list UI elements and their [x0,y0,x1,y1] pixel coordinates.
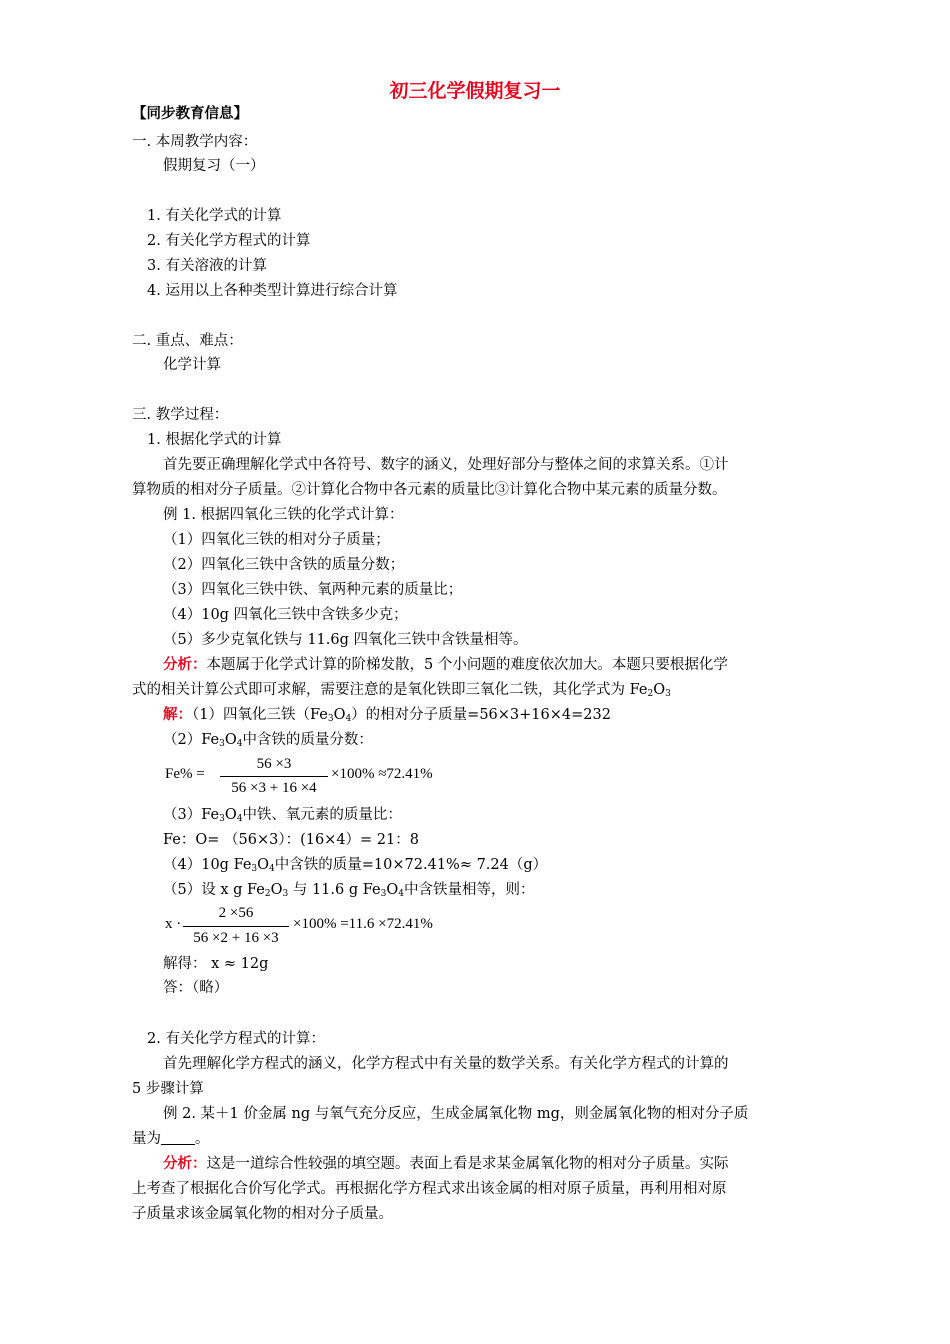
solution-3-calc: Fe：O= （56×3）：(16×4）= 21：8 [163,832,419,848]
answer-blank [161,1130,195,1145]
solution-label: 解： [163,707,192,723]
fraction-bar [183,926,289,927]
list-item: （1）四氧化三铁的相对分子质量； [163,532,390,548]
sec2-heading: 二. 重点、难点： [132,333,243,349]
formula-numerator: 2 ×56 [218,905,254,921]
solution-3: $(3)Fe_3O_4$中铁、氧元素的质量比： [163,807,402,824]
solution-1: 解：（1）四氧化三铁$(Fe_3O_4)$的相对分子质量=56×3+16×4=232 [163,707,611,724]
list-item: 3. 有关溶液的计算 [147,258,267,274]
list-item: （4）10g 四氧化三铁中含铁多少克； [163,607,408,623]
formula-denominator: 56 ×2 + 16 ×3 [193,930,279,946]
section-header: 【同步教育信息】 [132,106,248,122]
part1-heading: 1. 根据化学式的计算 [147,432,282,448]
example-2: 例 2. 某＋1 价金属 ng 与氧气充分反应，生成金属氧化物 mg，则金属氧化物的相对分子质 [163,1106,749,1122]
list-item: 2. 有关化学方程式的计算 [147,233,311,249]
formula-right: ×100% ≈72.41% [331,766,433,782]
formula-left: x · [165,916,182,932]
sec2-content: 化学计算 [163,357,221,373]
solve-line: 解得： x ≈ 12g [163,956,269,972]
paragraph-line: 子质量求该金属氧化物的相对分子质量。 [132,1206,393,1222]
solution-4: （4）10g $Fe_3O_4$中含铁的质量=10×72.41%≈ 7.24（g） [163,857,548,874]
sec1-subtitle: 假期复习（一） [163,158,265,174]
list-item: （2）四氧化三铁中含铁的质量分数； [163,557,405,573]
formula-denominator: 56 ×3 + 16 ×4 [231,780,317,796]
answer-line: 答：（略） [163,980,229,996]
formula-equation-fraction [165,905,485,951]
list-item: （5）多少克氧化铁与 11.6g 四氧化三铁中含铁量相等。 [163,632,528,648]
paragraph-line: 首先要正确理解化学式中各符号、数字的涵义，处理好部分与整体之间的求算关系。①计 [163,457,729,473]
analysis-1-line: 式的相关计算公式即可求解，需要注意的是氧化铁即三氧化二铁，其化学式为 $Fe_2O_3$ [132,682,671,699]
solution-2: $(2)Fe_3O_4$中含铁的质量分数： [163,732,373,749]
fraction-bar [220,776,328,777]
list-item: 4. 运用以上各种类型计算进行综合计算 [147,283,398,299]
list-item: 1. 有关化学式的计算 [147,208,282,224]
formula-right: ×100% =11.6 ×72.41% [293,916,433,932]
paragraph-line: 算物质的相对分子质量。②计算化合物中各元素的质量比③计算化合物中某元素的质量分数。 [132,482,727,498]
paragraph-line: 首先理解化学方程式的涵义，化学方程式中有关量的数学关系。有关化学方程式的计算的 [163,1056,729,1072]
paragraph-line: 上考查了根据化合价写化学式。再根据化学方程式求出该金属的相对原子质量，再利用相对原 [132,1181,727,1197]
analysis-2-line: 分析：这是一道综合性较强的填空题。表面上看是求某金属氧化物的相对分子质量。实际 [163,1156,729,1172]
analysis-label: 分析： [163,657,207,673]
formula-numerator: 56 ×3 [256,756,292,772]
list-item: （3）四氧化三铁中铁、氧两种元素的质量比； [163,582,463,598]
formula-iron-fraction [165,756,485,802]
paragraph-line: 5 步骤计算 [132,1081,204,1097]
page-title: 初三化学假期复习一 [389,80,561,102]
analysis-label: 分析： [163,1156,207,1172]
sec1-heading: 一. 本周教学内容： [132,134,258,150]
sec3-heading: 三. 教学过程： [132,407,229,423]
formula-left: Fe% = [165,766,205,782]
example-1: 例 1. 根据四氧化三铁的化学式计算： [163,507,404,523]
analysis-1-line: 分析：本题属于化学式计算的阶梯发散，5 个小问题的难度依次加大。本题只要根据化学 [163,657,728,673]
part2-heading: 2. 有关化学方程式的计算： [147,1031,325,1047]
example-2-line: 量为 。 [132,1131,210,1147]
solution-5: （5）设 x g $Fe_2O_3$ 与 11.6 g $Fe_3O_4$中含铁量相等，则： [163,882,535,899]
